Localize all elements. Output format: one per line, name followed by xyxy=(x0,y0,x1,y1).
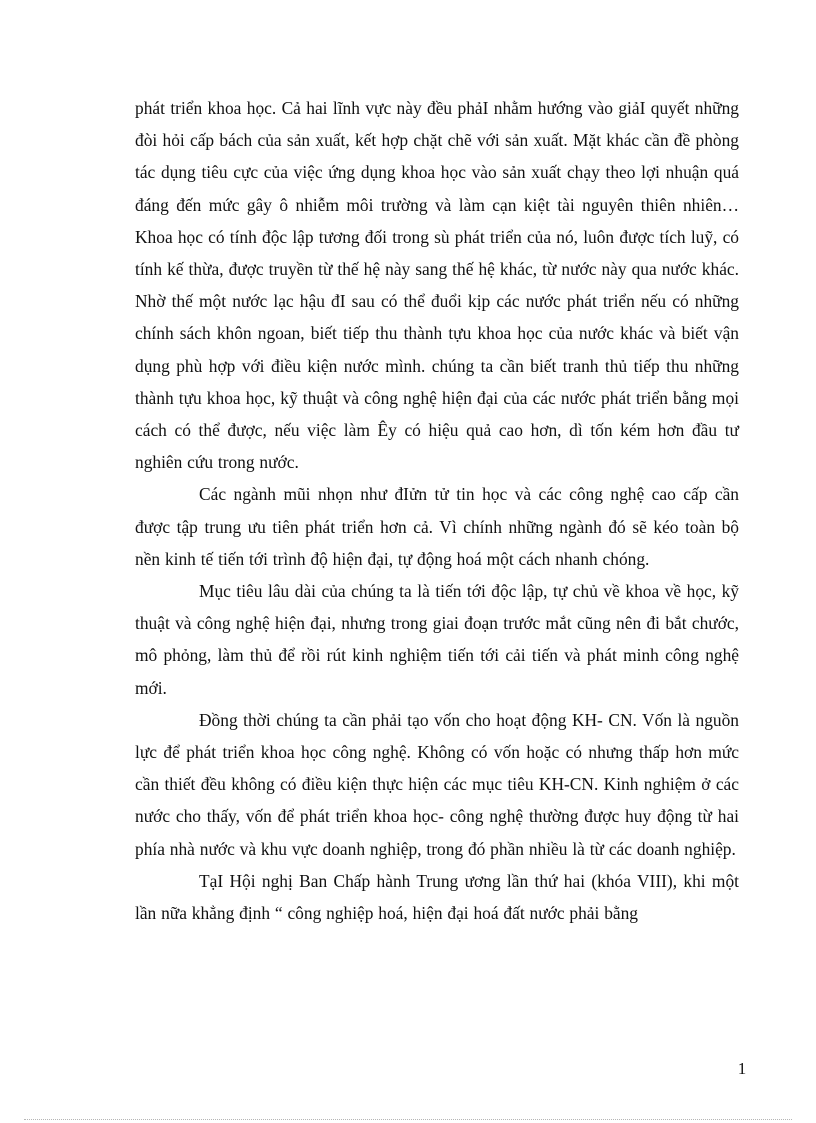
body-text xyxy=(135,92,739,929)
paragraph-2: Các ngành mũi nhọn như đIửn tử tin học và các công nghệ cao cấp cần được tập trung ưu tiên phát triển hơn cả. Vì chính những ngành đó sẽ kéo toàn bộ nền kinh tế tiến tới trình độ hiện đại, tự động hoá một cách nhanh chóng. xyxy=(135,484,739,569)
page-number: 1 xyxy=(737,1059,747,1078)
paragraph-3: Mục tiêu lâu dài của chúng ta là tiến tới độc lập, tự chủ về khoa về học, kỹ thuật và công nghệ hiện đại, nhưng trong giai đoạn trước mắt cũng nên đi bắt chước, mô phỏng, làm thủ để rồi rút kinh nghiệm tiến tới cải tiến và phát minh công nghệ mới. xyxy=(135,581,739,698)
paragraph-1: phát triển khoa học. Cả hai lĩnh vực này đều phảI nhằm hướng vào giảI quyết những đòi hỏi cấp bách của sản xuất, kết hợp chặt chẽ với sản xuất. Mặt khác cần đề phòng tác dụng tiêu cực của việc ứng dụng khoa học vào sản xuất chạy theo lợi nhuận quá đáng đến mức gây ô nhiễm môi trường và làm cạn kiệt tài nguyên thiên nhiên… Khoa học có tính độc lập tương đối trong sù phát triển của nó, luôn được tích luỹ, có tính kế thừa, được truyền từ thế hệ này sang thế hệ khác, từ nước này qua nước khác. Nhờ thế một nước lạc hậu đI sau có thể đuổi kịp các nước phát triển nếu có những chính sách khôn ngoan, biết tiếp thu thành tựu khoa học của nước khác và biết vận dụng phù hợp với điều kiện nước mình. chúng ta cần biết tranh thủ tiếp thu những thành tựu khoa học, kỹ thuật và công nghệ hiện đại của các nước phát triển bằng mọi cách có thể được, nếu việc làm Êy có hiệu quả cao hơn, dì tốn kém hơn đầu tư nghiên cứu trong nước. xyxy=(135,98,739,473)
paragraph-4: Đồng thời chúng ta cần phải tạo vốn cho hoạt động KH- CN. Vốn là nguồn lực để phát triển khoa học công nghệ. Không có vốn hoặc có nhưng thấp hơn mức cần thiết đều không có điều kiện thực hiện các mục tiêu KH-CN. Kinh nghiệm ở các nước cho thấy, vốn để phát triển khoa học- công nghệ thường được huy động từ hai phía nhà nước và khu vực doanh nghiệp, trong đó phần nhiều là từ các doanh nghiệp. xyxy=(135,709,739,859)
paragraph-5: TạI Hội nghị Ban Chấp hành Trung ương lần thứ hai (khóa VIII), khi một lần nữa khẳng định “ công nghiệp hoá, hiện đại hoá đất nước phải bằng xyxy=(135,870,739,924)
footer-divider xyxy=(24,1119,792,1120)
